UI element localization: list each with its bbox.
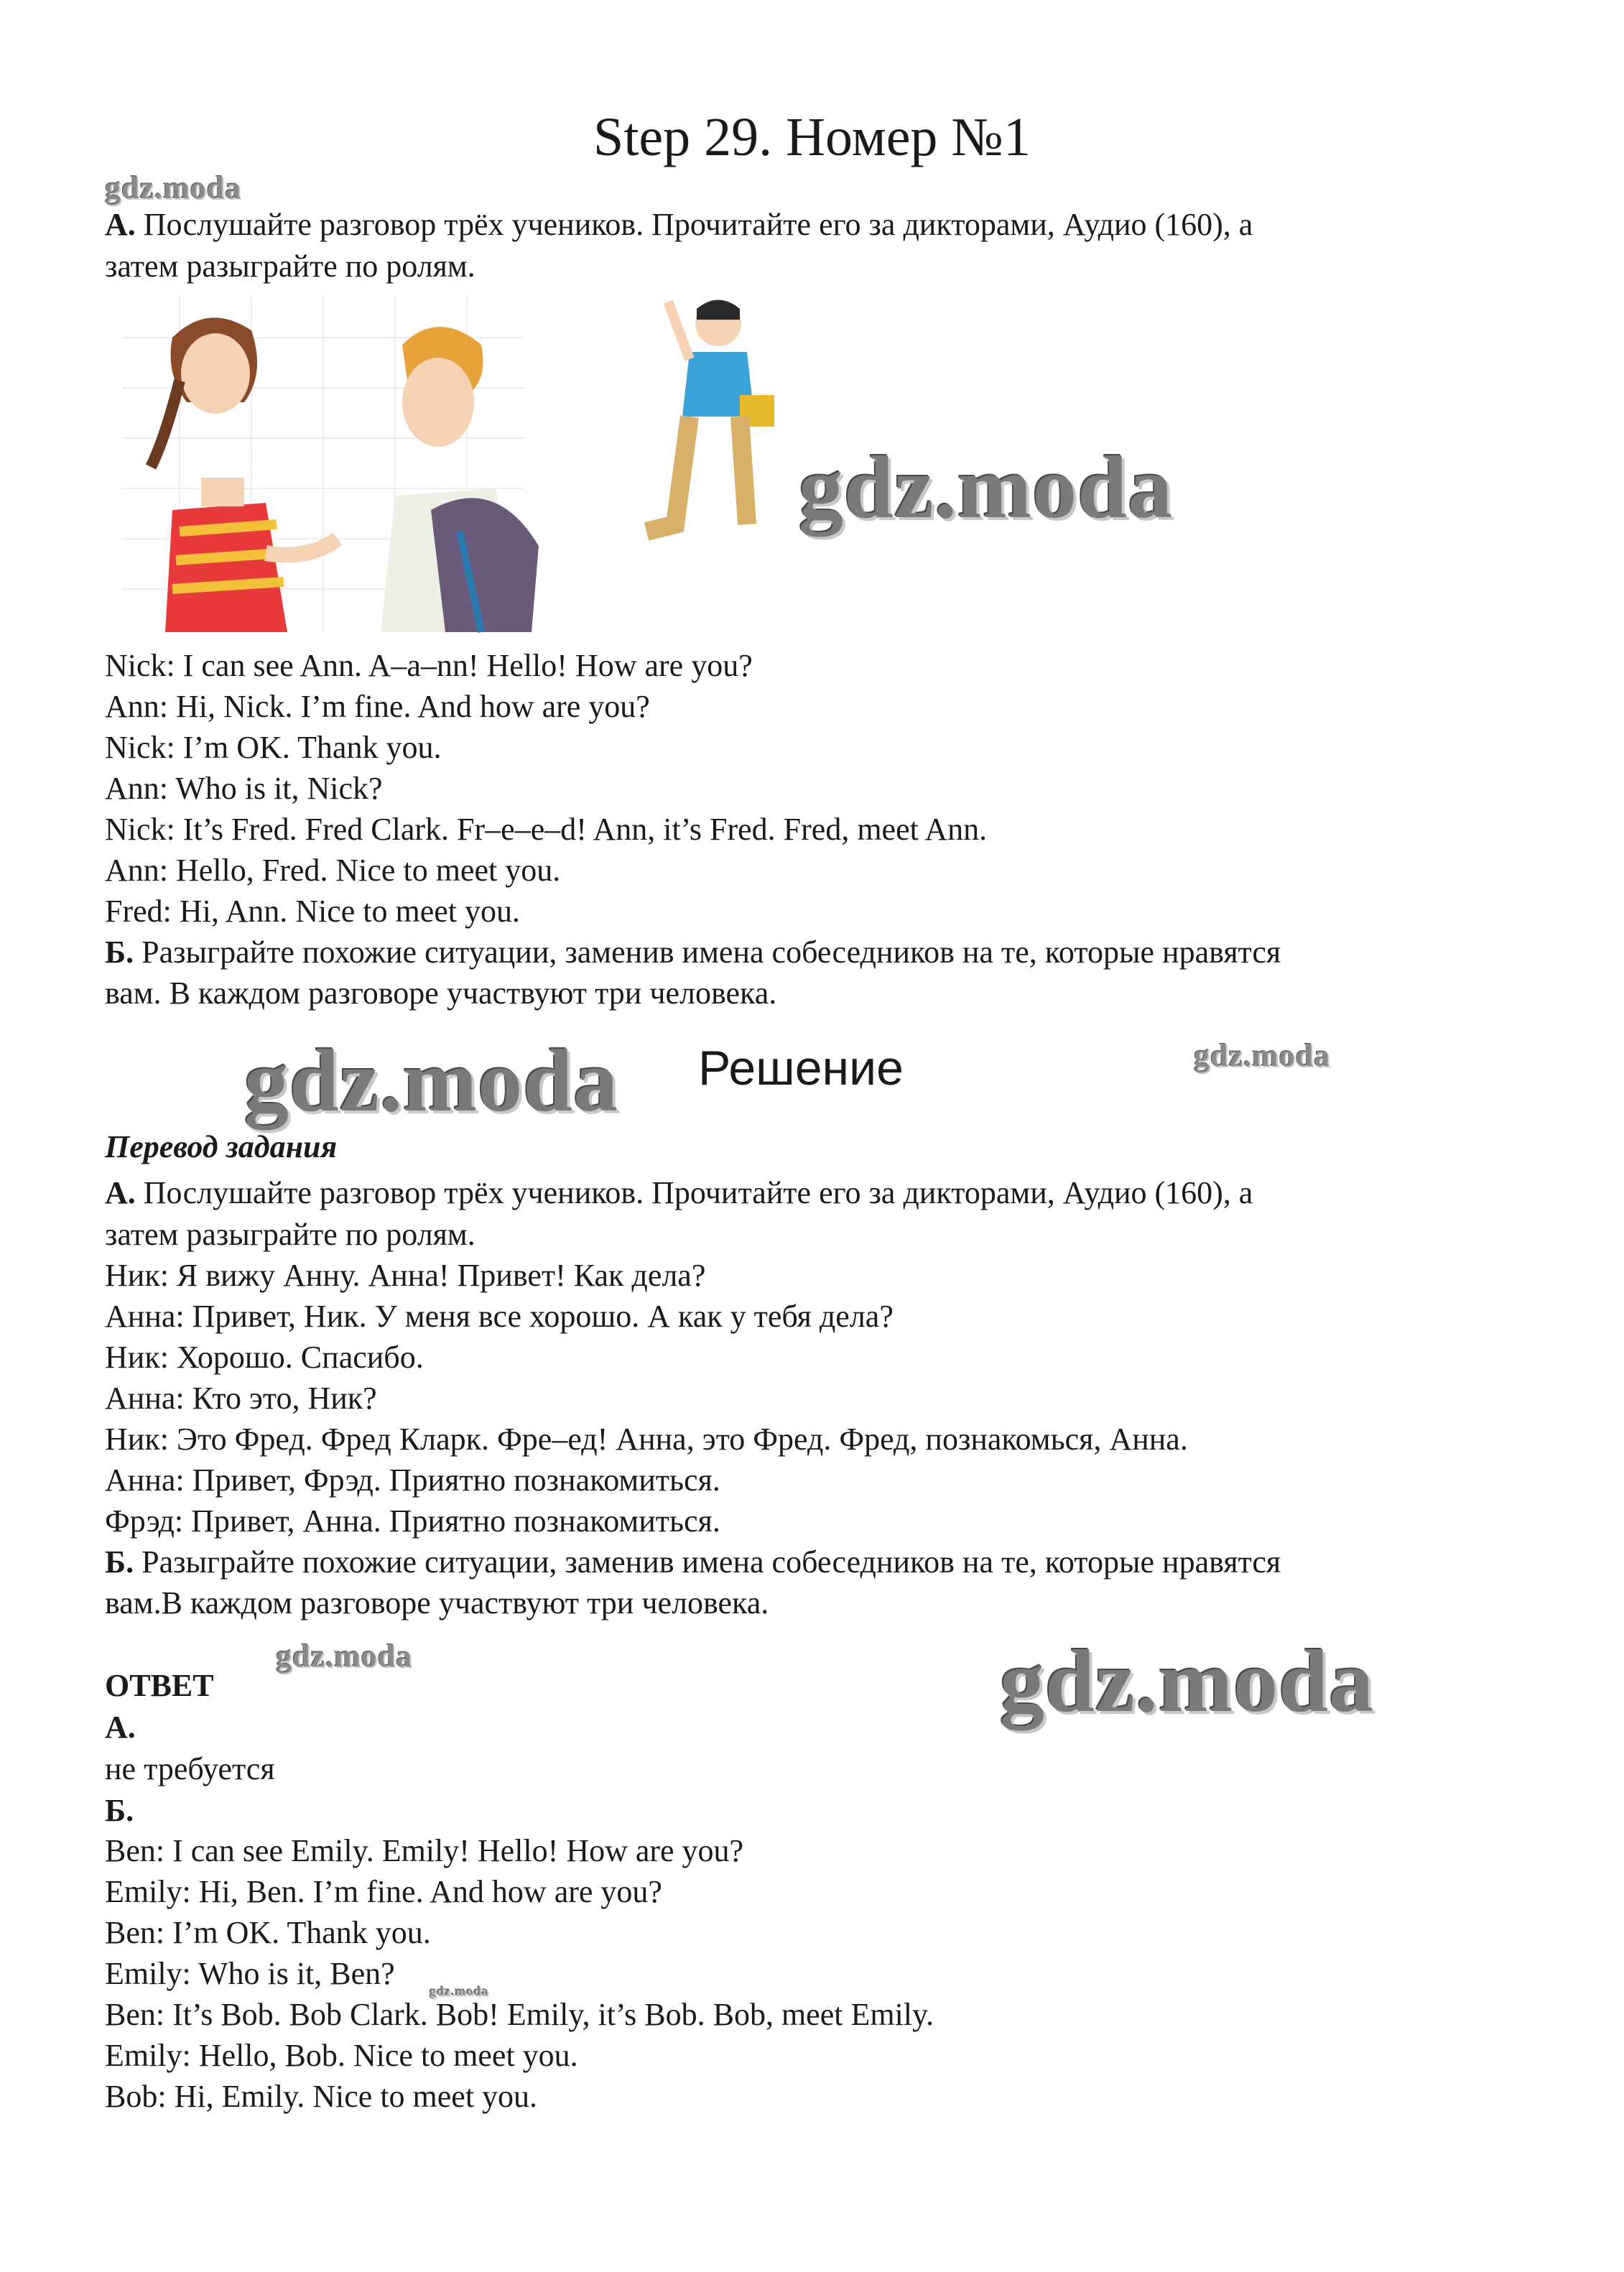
watermark-answer-right: gdz.moda — [1000, 1632, 1375, 1730]
dialogue-en-line: Ann: Hello, Fred. Nice to meet you. — [105, 853, 561, 888]
answer-dialogue-line: Bob: Hi, Emily. Nice to meet you. — [105, 2079, 538, 2114]
solution-heading: Решение — [698, 1041, 904, 1095]
translation-b-line2: вам.В каждом разговоре участвуют три человека. — [105, 1585, 769, 1620]
translation-heading: Перевод задания — [105, 1129, 338, 1164]
watermark-solution-right: gdz.moda — [1194, 1038, 1331, 1073]
task-a-line1: А. Послушайте разговор трёх учеников. Прочитайте его за дикторами, Аудио (160), а — [105, 207, 1253, 242]
answer-dialogue-line: Emily: Hi, Ben. I’m fine. And how are you? — [105, 1874, 662, 1909]
dialogue-en-line: Ann: Who is it, Nick? — [105, 771, 383, 806]
task-b-line1: Б. Разыграйте похожие ситуации, заменив имена собеседников на те, которые нравятся — [105, 935, 1281, 970]
fred-figure — [646, 300, 774, 532]
dialogue-en-line: Nick: It’s Fred. Fred Clark. Fr–e–e–d! Ann, it’s Fred. Fred, meet Ann. — [105, 812, 988, 847]
nick-figure — [381, 327, 539, 632]
watermark-illustration: gdz.moda — [799, 438, 1174, 537]
watermark-tiny: gdz.moda — [430, 1984, 489, 1998]
answer-dialogue-line: Ben: It’s Bob. Bob Clark. Bob! Emily, it’s Bob. Bob, meet Emily. — [105, 1997, 934, 2032]
dialogue-en-line: Nick: I can see Ann. A–a–nn! Hello! How are you? — [105, 648, 753, 683]
answer-dialogue-line: Ben: I’m OK. Thank you. — [105, 1915, 431, 1950]
answer-a-text: не требуется — [105, 1751, 275, 1786]
watermark-top-left: gdz.moda — [105, 170, 242, 205]
answer-dialogue-line: Emily: Who is it, Ben? — [105, 1956, 395, 1991]
answer-dialogue-line: Ben: I can see Emily. Emily! Hello! How are you? — [105, 1833, 744, 1868]
dialogue-ru-line: Ник: Я вижу Анну. Анна! Привет! Как дела? — [105, 1258, 706, 1293]
dialogue-ru-line: Фрэд: Привет, Анна. Приятно познакомиться. — [105, 1503, 720, 1539]
watermark-solution-left: gdz.moda — [244, 1031, 619, 1130]
dialogue-ru-line: Анна: Привет, Фрэд. Приятно познакомиться. — [105, 1462, 720, 1498]
translation-a-line1: А. Послушайте разговор трёх учеников. Прочитайте его за дикторами, Аудио (160), а — [105, 1175, 1253, 1210]
page-title: Step 29. Номер №1 — [593, 107, 1031, 167]
task-b-line2: вам. В каждом разговоре участвуют три человека. — [105, 975, 777, 1011]
illustration-three-students — [122, 295, 826, 639]
translation-a-line2: затем разыграйте по ролям. — [105, 1217, 475, 1252]
dialogue-en-line: Fred: Hi, Ann. Nice to meet you. — [105, 894, 521, 929]
dialogue-ru-line: Ник: Это Фред. Фред Кларк. Фре–ед! Анна, это Фред. Фред, познакомься, Анна. — [105, 1422, 1188, 1457]
dialogue-ru-line: Ник: Хорошо. Спасибо. — [105, 1340, 424, 1375]
dialogue-en-line: Ann: Hi, Nick. I’m fine. And how are you? — [105, 689, 650, 724]
watermark-answer-left: gdz.moda — [276, 1638, 413, 1674]
answer-b-label: Б. — [105, 1793, 134, 1828]
dialogue-en-line: Nick: I’m OK. Thank you. — [105, 730, 442, 765]
answer-a-label: А. — [105, 1710, 136, 1745]
translation-b-line1: Б. Разыграйте похожие ситуации, заменив имена собеседников на те, которые нравятся — [105, 1544, 1281, 1580]
task-a-line2: затем разыграйте по ролям. — [105, 249, 475, 284]
answer-heading: ОТВЕТ — [105, 1668, 214, 1703]
answer-dialogue-line: Emily: Hello, Bob. Nice to meet you. — [105, 2038, 578, 2073]
dialogue-ru-line: Анна: Привет, Ник. У меня все хорошо. А как у тебя дела? — [105, 1299, 894, 1334]
dialogue-ru-line: Анна: Кто это, Ник? — [105, 1381, 377, 1416]
